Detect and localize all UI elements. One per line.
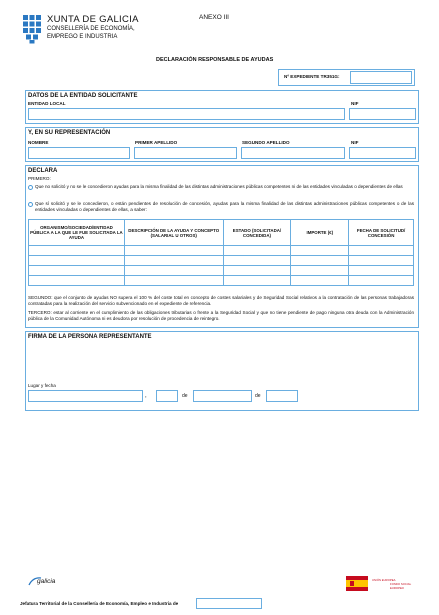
org-department-line2: EMPREGO E INDUSTRIA	[47, 34, 118, 40]
apellido1-label: PRIMER APELLIDO	[135, 140, 178, 145]
table-cell[interactable]	[124, 266, 223, 276]
representacion-nif-input[interactable]	[349, 147, 416, 159]
representacion-nif-label: NIF	[351, 140, 359, 145]
table-cell[interactable]	[223, 266, 291, 276]
entidad-title: DATOS DE LA ENTIDAD SOLICITANTE	[28, 93, 138, 99]
col-descripcion: DESCRIPCIÓN DE LA AYUDA Y CONCEPTO (SALARIAL U OTROS)	[124, 220, 223, 246]
table-row	[29, 266, 414, 276]
option1-checkbox[interactable]	[28, 185, 33, 190]
option2-text: Que sí solicitó y se le concedieron, o están pendientes de resolución de concesión, ayudas para la misma finalidad de las distintas administraciones públicas competentes o de las entidades vinculadas o dependientes de ellas, a saber:	[35, 201, 414, 212]
entidad-nif-input[interactable]	[349, 108, 416, 120]
table-cell[interactable]	[29, 246, 125, 256]
apellido2-input[interactable]	[241, 147, 345, 159]
jefatura-label: Jefatura Territorial de la Consellería de Economía, Empleo e Industria de	[20, 601, 179, 606]
col-estado: ESTADO (SOLICITADA/ CONCEDIDA)	[223, 220, 291, 246]
segundo-text: SEGUNDO: que el conjunto de ayudas NO supera el 100 % del coste total en concepto de costes salariales y de Seguridad Social relativos a la contratación de las personas trabajadoras contratadas para la realización del servicio subvencionado en el expediente de referencia.	[28, 295, 414, 306]
lugar-fecha-label: Lugar y fecha	[28, 383, 56, 388]
table-cell[interactable]	[29, 256, 125, 266]
comma-separator: ,	[145, 393, 147, 399]
table-cell[interactable]	[349, 276, 414, 286]
galicia-logo	[28, 576, 68, 588]
table-row	[29, 246, 414, 256]
table-cell[interactable]	[349, 256, 414, 266]
table-cell[interactable]	[124, 246, 223, 256]
table-row	[29, 256, 414, 266]
ayudas-table-header	[29, 220, 414, 246]
nombre-label: NOMBRE	[28, 140, 49, 145]
table-cell[interactable]	[223, 246, 291, 256]
ayudas-table	[28, 219, 414, 286]
table-cell[interactable]	[291, 256, 349, 266]
org-department-line1: CONSELLERÍA DE ECONOMÍA,	[47, 26, 135, 32]
org-name: XUNTA DE GALICIA	[47, 14, 139, 25]
nombre-input[interactable]	[28, 147, 130, 159]
representacion-title: Y, EN SU REPRESENTACIÓN	[28, 130, 111, 136]
document-title: DECLARACIÓN RESPONSABLE DE AYUDAS	[156, 57, 274, 63]
expediente-input[interactable]	[350, 71, 412, 84]
entidad-nif-label: NIF	[351, 101, 359, 106]
eu-text-1: UNIÓN EUROPEA	[372, 578, 396, 582]
apellido1-input[interactable]	[134, 147, 237, 159]
jefatura-input[interactable]	[196, 598, 262, 609]
col-organismo: ORGANISMO/SOCIEDAD/ENTIDAD PÚBLICA A LA QUE LE FUE SOLICITADA LA AYUDA	[29, 220, 125, 246]
table-cell[interactable]	[291, 266, 349, 276]
declara-title: DECLARA	[28, 168, 58, 174]
galicia-wordmark: galicia	[37, 578, 56, 585]
dia-input[interactable]	[156, 390, 178, 402]
table-cell[interactable]	[124, 276, 223, 286]
spain-flag-icon	[346, 576, 368, 591]
spain-emblem	[346, 576, 368, 591]
xunta-crest-icon	[20, 14, 44, 44]
table-cell[interactable]	[124, 256, 223, 266]
expediente-label: Nº EXPEDIENTE TR351G:	[284, 74, 340, 79]
col-fecha: FECHA DE SOLICITUD/ CONCESIÓN	[349, 220, 414, 246]
de-separator-1: de	[182, 393, 188, 399]
eu-text-2: FONDO SOCIAL EUROPEO	[390, 582, 412, 590]
de-separator-2: de	[255, 393, 261, 399]
table-cell[interactable]	[349, 246, 414, 256]
table-cell[interactable]	[291, 276, 349, 286]
entidad-local-input[interactable]	[28, 108, 345, 120]
entidad-local-label: ENTIDAD LOCAL	[28, 101, 66, 106]
option1-text: Que no solicitó y no se le concedieron ayudas para la misma finalidad de las distintas administraciones públicas competentes ni de las entidades vinculadas o dependientes de ellas	[35, 184, 403, 189]
table-cell[interactable]	[349, 266, 414, 276]
table-row	[29, 276, 414, 286]
table-cell[interactable]	[223, 256, 291, 266]
apellido2-label: SEGUNDO APELLIDO	[242, 140, 290, 145]
firma-title: FIRMA DE LA PERSONA REPRESENTANTE	[28, 334, 152, 340]
table-cell[interactable]	[291, 246, 349, 256]
tercero-text: TERCERO: estar al corriente en el cumplimiento de las obligaciones tributarias o frente a la Seguridad Social y que no tiene pendiente de pago ninguna otra deuda con la Administración pública de la Comunidad Autónoma ni es deudora por resolución de procedencia de reintegro.	[28, 310, 414, 321]
col-importe: IMPORTE (€)	[291, 220, 349, 246]
table-cell[interactable]	[29, 276, 125, 286]
mes-input[interactable]	[193, 390, 252, 402]
primero-label: PRIMERO:	[28, 176, 51, 181]
annex-label: ANEXO III	[199, 14, 229, 21]
xunta-logo	[20, 14, 44, 44]
anio-input[interactable]	[266, 390, 298, 402]
table-cell[interactable]	[29, 266, 125, 276]
option2-checkbox[interactable]	[28, 202, 33, 207]
lugar-input[interactable]	[28, 390, 143, 402]
table-cell[interactable]	[223, 276, 291, 286]
